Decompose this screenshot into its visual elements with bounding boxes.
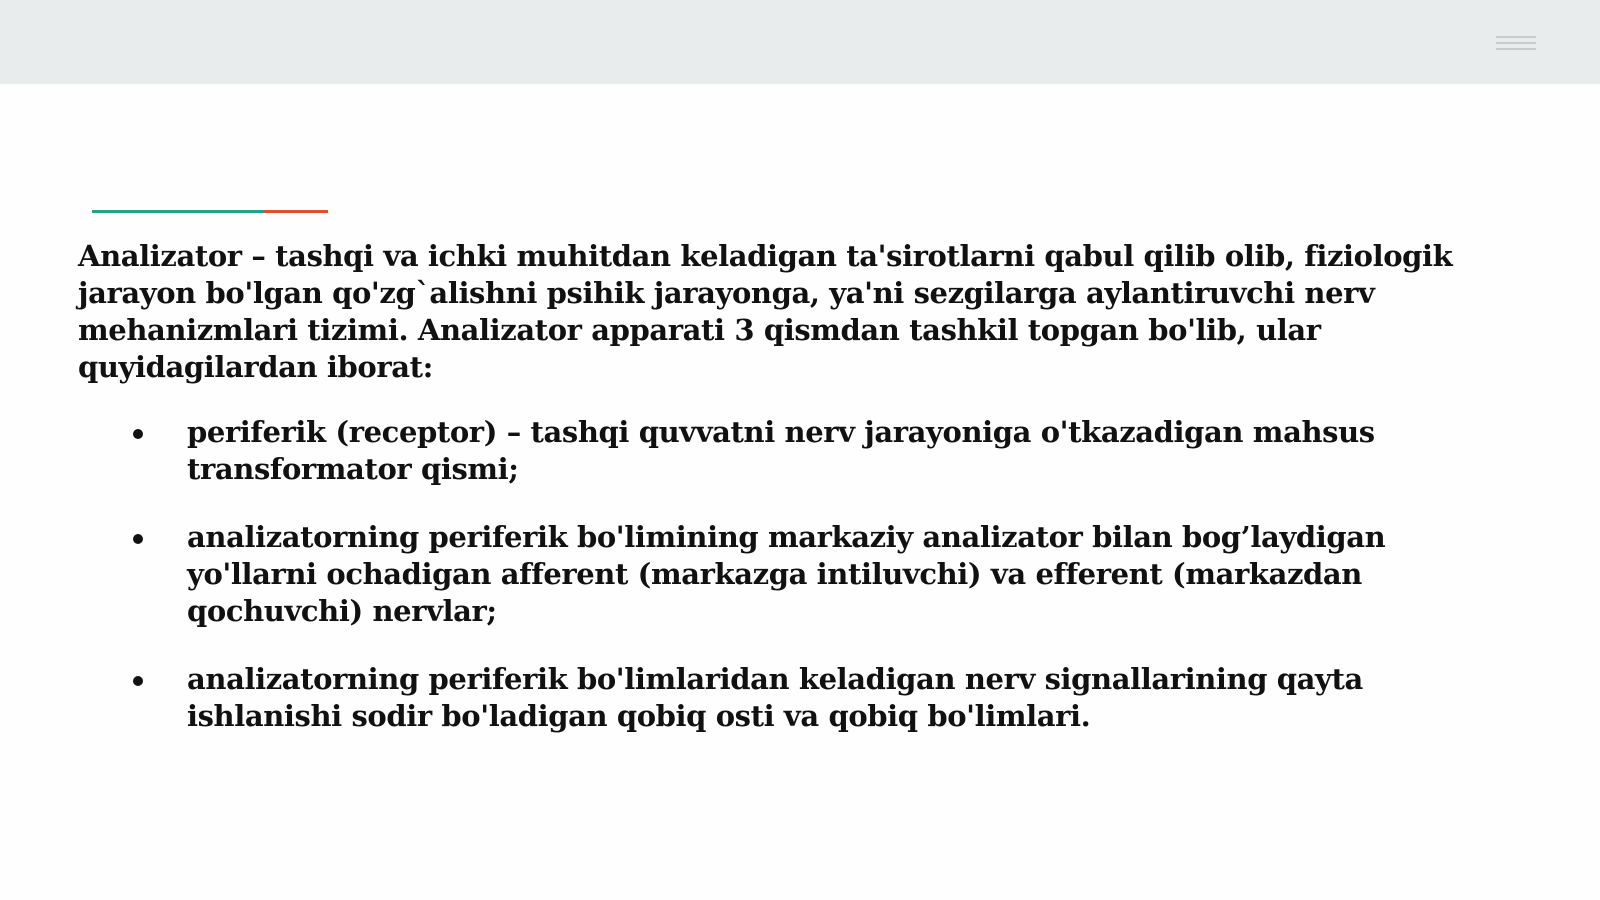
bullet-icon (133, 429, 143, 439)
list-item (0, 414, 1427, 488)
bullet-text: analizatorning periferik bo'limlaridan keladigan nerv signallarining qayta ishlanishi sodir bo'ladigan qobiq osti va qobiq bo'limlari. (187, 662, 1363, 733)
intro-paragraph: Analizator – tashqi va ichki muhitdan keladigan ta'sirotlarni qabul qilib olib, fiziologik jarayon bo'lgan qo'zg`alishni psihik jarayonga, ya'ni sezgilarga aylantiruvchi nerv mehanizmlari tizimi. Analizator apparati 3 qismdan tashkil topgan bo'lib, ular quyidagilardan iborat: (78, 239, 1453, 384)
bullet-text: analizatorning periferik bo'limining markaziy analizator bilan bog’laydigan yo'llarni ochadigan afferent (markazga intiluvchi) va efferent (markazdan qochuvchi) nervlar; (187, 520, 1386, 628)
bullet-list (0, 414, 1427, 766)
top-bar (0, 0, 1600, 84)
list-item (0, 661, 1427, 735)
bullet-icon (133, 676, 143, 686)
accent-line-orange (264, 210, 328, 213)
bullet-text: periferik (receptor) – tashqi quvvatni nerv jarayoniga o'tkazadigan mahsus transformator qismi; (187, 415, 1375, 486)
bullet-icon (133, 534, 143, 544)
hamburger-menu-icon[interactable] (1496, 34, 1538, 52)
list-item (0, 519, 1427, 630)
accent-line-teal (92, 210, 264, 213)
title-accent-line (92, 210, 328, 213)
